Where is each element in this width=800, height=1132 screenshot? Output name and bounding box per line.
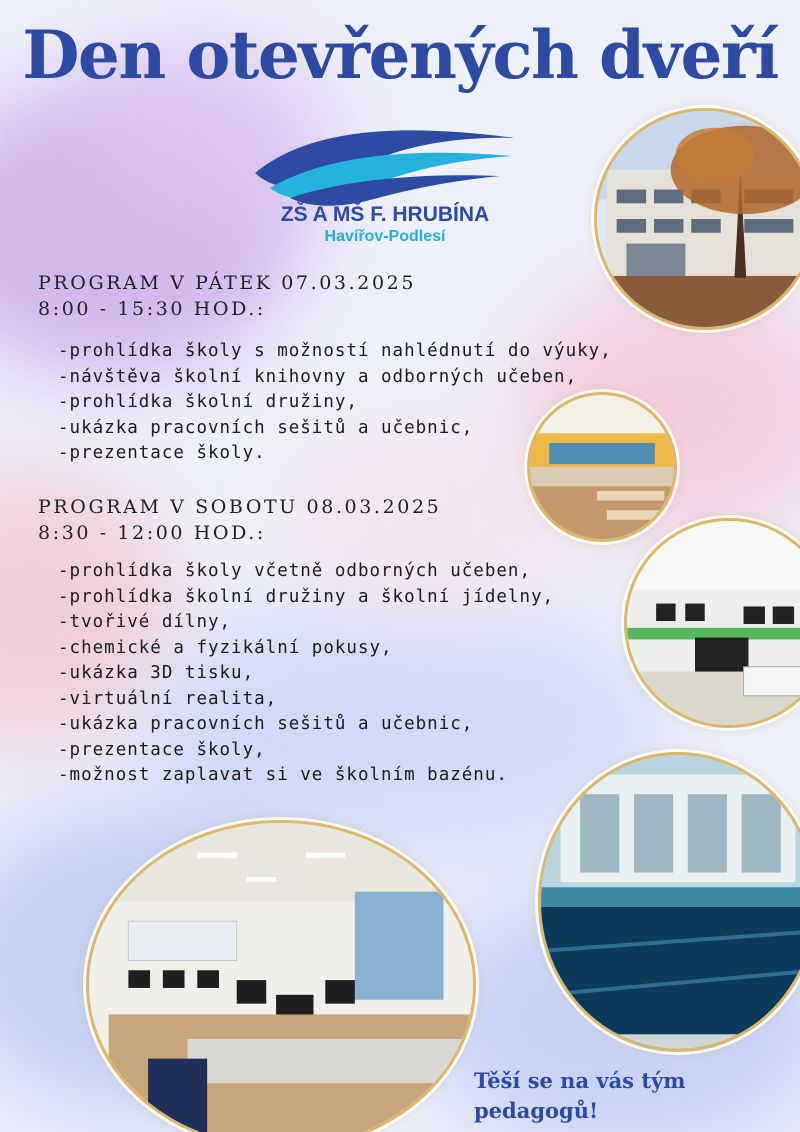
page-title: Den otevřených dveří bbox=[22, 16, 778, 94]
photo-science-lab bbox=[86, 820, 476, 1132]
photo-swimming-pool bbox=[538, 752, 800, 1052]
list-item: - možnost zaplavat si ve školním bazénu. bbox=[58, 763, 554, 789]
school-name: ZŠ A MŠ F. HRUBÍNA bbox=[280, 203, 490, 226]
photo-school-building bbox=[594, 108, 800, 330]
list-item: - chemické a fyzikální pokusy, bbox=[58, 636, 554, 662]
saturday-heading-time: 8:30 - 12:00 HOD.: bbox=[38, 522, 266, 544]
saturday-program-list bbox=[58, 559, 554, 789]
waves-icon bbox=[250, 118, 520, 208]
list-item: - ukázka pracovních sešitů a učebnic, bbox=[58, 712, 554, 738]
list-item: - prohlídka školy s možností nahlédnutí do výuky, bbox=[58, 339, 612, 365]
list-item: - prohlídka školní družiny a školní jídelny, bbox=[58, 585, 554, 611]
saturday-program-heading bbox=[38, 494, 441, 546]
list-item: - prezentace školy, bbox=[58, 738, 554, 764]
list-item: - prezentace školy. bbox=[58, 441, 612, 467]
footer-signoff bbox=[474, 1066, 714, 1126]
list-item: - prohlídka školní družiny, bbox=[58, 390, 612, 416]
photo-classroom bbox=[527, 392, 677, 542]
school-logo bbox=[240, 118, 530, 258]
list-item: - virtuální realita, bbox=[58, 687, 554, 713]
list-item: - ukázka pracovních sešitů a učebnic, bbox=[58, 416, 612, 442]
list-item: - ukázka 3D tisku, bbox=[58, 661, 554, 687]
friday-program-heading bbox=[38, 270, 416, 322]
friday-heading-date: PROGRAM V PÁTEK 07.03.2025 bbox=[38, 272, 417, 294]
list-item: - prohlídka školy včetně odborných učeben, bbox=[58, 559, 554, 585]
saturday-heading-date: PROGRAM V SOBOTU 08.03.2025 bbox=[38, 496, 442, 518]
school-town: Havířov-Podlesí bbox=[324, 228, 446, 245]
friday-heading-time: 8:00 - 15:30 HOD.: bbox=[38, 298, 266, 320]
list-item: - tvořivé dílny, bbox=[58, 610, 554, 636]
footer-line-1: Těší se na vás tým bbox=[474, 1068, 686, 1093]
footer-line-2: pedagogů! bbox=[474, 1098, 599, 1123]
list-item: - návštěva školní knihovny a odborných učeben, bbox=[58, 365, 612, 391]
